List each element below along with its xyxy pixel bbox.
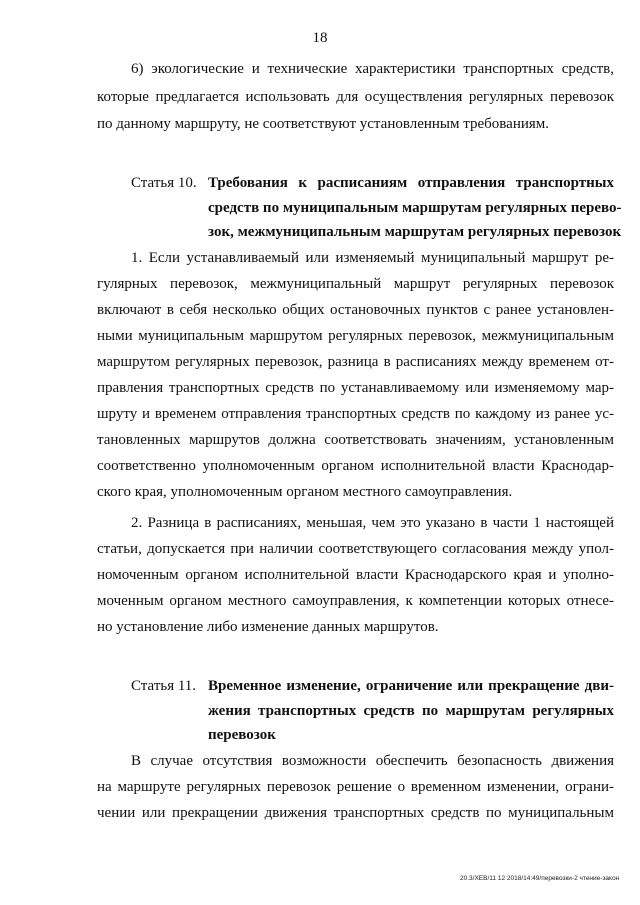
article-10-para-1-line: гулярных перевозок, межмуниципальный маршрут регулярных перевозок	[97, 276, 614, 292]
article-10-para-2-line: статьи, допускается при наличии соответствующего согласования между упол-	[97, 541, 614, 557]
article-10-para-2-line: номоченным органом исполнительной власти Краснодарского края и уполно-	[97, 567, 614, 583]
article-11-para-line: В случае отсутствия возможности обеспечить безопасность движения	[131, 753, 614, 769]
article-11-title-line: перевозок	[208, 727, 276, 743]
article-11-para-line: чении или прекращении движения транспортных средств по муниципальным	[97, 805, 614, 821]
article-11-para-line: на маршруте регулярных перевозок решение о временном изменении, ограни-	[97, 779, 614, 795]
article-10-title-line: зок, межмуниципальным маршрутам регулярных перевозок	[208, 224, 622, 240]
article-10-para-2-line: 2. Разница в расписаниях, меньшая, чем это указано в части 1 настоящей	[131, 515, 614, 531]
article-11-title-line: Временное изменение, ограничение или прекращение дви-	[208, 678, 614, 694]
article-10-para-1-line: тановленных маршрутов должна соответствовать значениям, установленным	[97, 432, 614, 448]
article-10-para-1-line: включают в себя несколько общих остановочных пунктов с ранее установлен-	[97, 302, 614, 318]
article-11-title-line: жения транспортных средств по маршрутам регулярных	[208, 703, 614, 719]
article-10-para-1-line: ского края, уполномоченным органом местного самоуправления.	[97, 484, 513, 500]
article-10-para-2-line: но установление либо изменение данных маршрутов.	[97, 619, 439, 635]
page-number: 18	[312, 30, 328, 46]
item-6-line: которые предлагается использовать для осуществления регулярных перевозок	[97, 89, 614, 105]
article-10-para-1-line: ными муниципальным маршрутом регулярных перевозок, межмуниципальным	[97, 328, 614, 344]
article-10-title-line: средств по муниципальным маршрутам регулярных перево-	[208, 200, 622, 216]
article-10-title-line: Требования к расписаниям отправления транспортных	[208, 175, 614, 191]
article-10-para-1-line: 1. Если устанавливаемый или изменяемый муниципальный маршрут ре-	[131, 250, 614, 266]
article-10-para-1-line: маршрутом регулярных перевозок, разница в расписаниях между временем от-	[97, 354, 614, 370]
article-10-para-1-line: соответственно уполномоченным органом исполнительной власти Краснодар-	[97, 458, 614, 474]
article-10-label: Статья 10.	[131, 175, 197, 191]
item-6-line: 6) экологические и технические характеристики транспортных средств,	[131, 61, 614, 77]
footer-stamp: 20.3/ХЕВ/11 12 2018/14:49/перевозки-2 чтение-закон	[460, 875, 620, 882]
article-10-para-1-line: правления транспортных средств по устанавливаемому или изменяемому мар-	[97, 380, 614, 396]
article-11-label: Статья 11.	[131, 678, 197, 694]
article-10-para-1-line: шруту и временем отправления транспортных средств по каждому из ранее ус-	[97, 406, 614, 422]
article-10-para-2-line: моченным органом местного самоуправления, к компетенции которых отнесе-	[97, 593, 614, 609]
item-6-line: по данному маршруту, не соответствуют установленным требованиям.	[97, 116, 550, 132]
